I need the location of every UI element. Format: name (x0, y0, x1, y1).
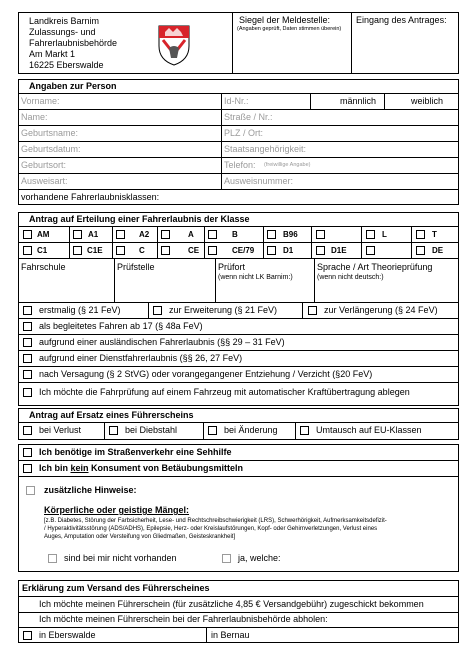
abholen-checkbox[interactable] (23, 616, 32, 625)
sprache-field[interactable]: Sprache / Art Theorieprüfung (317, 262, 433, 272)
eberswalde-checkbox[interactable] (23, 631, 32, 640)
maennlich-option[interactable]: männlich (340, 96, 377, 106)
geburtsname-field[interactable]: Geburtsname: (21, 128, 79, 138)
class-checkbox[interactable] (23, 230, 32, 239)
class-checkbox[interactable] (416, 230, 425, 239)
pruefort-field[interactable]: Prüfort (218, 262, 246, 272)
class-checkbox[interactable] (161, 230, 170, 239)
sehhilfe-checkbox[interactable] (23, 448, 32, 457)
class-checkbox[interactable] (23, 246, 32, 255)
erstmalig-label: erstmalig (§ 21 FeV) (39, 305, 121, 315)
coat-of-arms-icon (157, 24, 191, 66)
konsum-label: Ich bin kein Konsument von Betäubungsmitteln (39, 463, 244, 473)
siegel-title: Siegel der Meldestelle: (239, 15, 331, 25)
option-label: als begleitetes Fahren ab 17 (§ 48a FeV) (39, 321, 203, 331)
option-checkbox[interactable] (23, 338, 32, 347)
aenderung-checkbox[interactable] (208, 426, 217, 435)
person-title: Angaben zur Person (29, 81, 117, 91)
nicht-vorhanden-checkbox[interactable] (48, 554, 57, 563)
class-label: C (139, 246, 145, 255)
class-checkbox[interactable] (316, 246, 325, 255)
address-line: Am Markt 1 (29, 49, 76, 59)
abholen-label: Ich möchte meinen Führerschein bei der Fahrerlaubnisbehörde abholen: (39, 614, 328, 624)
pruefort-note: (wenn nicht LK Barnim:) (218, 274, 293, 281)
class-checkbox[interactable] (116, 246, 125, 255)
weiblich-option[interactable]: weiblich (411, 96, 444, 106)
header-divider-1 (232, 12, 233, 74)
option-label: Ich möchte die Fahrprüfung auf einem Fahrzeug mit automatischer Kraftübertragung ablegen (39, 387, 410, 397)
name-field[interactable]: Name: (21, 112, 48, 122)
class-checkbox[interactable] (208, 230, 217, 239)
telefon-field[interactable]: Telefon: (224, 160, 256, 170)
class-label: D1 (283, 246, 294, 255)
class-label: T (432, 230, 437, 239)
zusaetzliche-label[interactable]: zusätzliche Hinweise: (44, 485, 137, 495)
class-checkbox[interactable] (316, 230, 325, 239)
address-line: 16225 Eberswalde (29, 60, 104, 70)
verlaengerung-label: zur Verlängerung (§ 24 FeV) (324, 305, 438, 315)
class-label: A2 (139, 230, 150, 239)
address-line: Zulassungs- und (29, 27, 96, 37)
option-label: nach Versagung (§ 2 StVG) oder vorangegangener Entziehung / Verzicht (§20 FeV) (39, 369, 373, 379)
geburtsdatum-field[interactable]: Geburtsdatum: (21, 144, 81, 154)
zuschicken-checkbox[interactable] (23, 600, 32, 609)
diebstahl-label: bei Diebstahl (125, 425, 178, 435)
class-checkbox[interactable] (208, 246, 217, 255)
verlaengerung-checkbox[interactable] (308, 306, 317, 315)
maengel-text: [z.B. Diabetes, Störung der Farbsicherheit, Lese- und Rechtschreibschwierigkeit (LRS), Schwerhörigkeit, Aufmerksamkeitsdefizit- (44, 518, 387, 524)
class-label: CE/79 (232, 246, 255, 255)
class-label: A (188, 230, 194, 239)
class-checkbox[interactable] (366, 246, 375, 255)
maengel-text: Auges, Amputation oder Versteifung von Gliedmaßen, Geisteskrankheit] (44, 534, 236, 540)
bernau-label: in Bernau (211, 630, 250, 640)
class-label: B (232, 230, 238, 239)
aenderung-label: bei Änderung (224, 425, 278, 435)
class-checkbox[interactable] (366, 230, 375, 239)
class-checkbox[interactable] (416, 246, 425, 255)
diebstahl-checkbox[interactable] (109, 426, 118, 435)
class-label: DE (432, 246, 444, 255)
verlust-label: bei Verlust (39, 425, 82, 435)
plz-field[interactable]: PLZ / Ort: (224, 128, 264, 138)
fahrschule-field[interactable]: Fahrschule (21, 262, 66, 272)
header-divider-2 (351, 12, 352, 74)
nicht-vorhanden-label: sind bei mir nicht vorhanden (64, 553, 177, 563)
verlust-checkbox[interactable] (23, 426, 32, 435)
staatsangehoerigkeit-field[interactable]: Staatsangehörigkeit: (224, 144, 307, 154)
zuschicken-label: Ich möchte meinen Führerschein (für zusätzliche 4,85 € Versandgebühr) zugeschickt bekommen (39, 599, 424, 609)
telefon-note: (freiwillige Angabe) (264, 162, 311, 168)
erstmalig-checkbox[interactable] (23, 306, 32, 315)
versand-title: Erklärung zum Versand des Führerscheines (22, 583, 210, 593)
class-label: D1E (331, 246, 347, 255)
erweiterung-label: zur Erweiterung (§ 21 FeV) (169, 305, 278, 315)
strasse-field[interactable]: Straße / Nr.: (224, 112, 273, 122)
antrag-title: Antrag auf Erteilung einer Fahrerlaubnis der Klasse (29, 214, 250, 224)
ja-welche-checkbox[interactable] (222, 554, 231, 563)
idnr-field[interactable]: Id-Nr.: (224, 96, 249, 106)
class-label: B96 (283, 230, 298, 239)
zusaetzliche-checkbox[interactable] (26, 486, 35, 495)
class-checkbox[interactable] (267, 246, 276, 255)
vorname-field[interactable]: Vorname: (21, 96, 60, 106)
ja-welche-label[interactable]: ja, welche: (238, 553, 281, 563)
class-label: CE (188, 246, 200, 255)
option-checkbox[interactable] (23, 370, 32, 379)
konsum-checkbox[interactable] (23, 464, 32, 473)
vorhandene-klassen-field[interactable]: vorhandene Fahrerlaubnisklassen: (21, 192, 160, 202)
ausweisart-field[interactable]: Ausweisart: (21, 176, 68, 186)
option-checkbox[interactable] (23, 354, 32, 363)
class-checkbox[interactable] (116, 230, 125, 239)
option-label: aufgrund einer ausländischen Fahrerlaubnis (§§ 29 – 31 FeV) (39, 337, 285, 347)
umtausch-checkbox[interactable] (300, 426, 309, 435)
address-line: Fahrerlaubnisbehörde (29, 38, 118, 48)
option-label: aufgrund einer Dienstfahrerlaubnis (§§ 26, 27 FeV) (39, 353, 243, 363)
class-label: A1 (88, 230, 99, 239)
maengel-title: Körperliche oder geistige Mängel: (44, 505, 190, 515)
option-checkbox[interactable] (23, 322, 32, 331)
class-checkbox[interactable] (161, 246, 170, 255)
eberswalde-label: in Eberswalde (39, 630, 96, 640)
ausweisnummer-field[interactable]: Ausweisnummer: (224, 176, 294, 186)
pruefstelle-field[interactable]: Prüfstelle (117, 262, 155, 272)
option-checkbox[interactable] (23, 388, 32, 397)
class-label: AM (37, 230, 50, 239)
class-checkbox[interactable] (73, 246, 82, 255)
sprache-note: (wenn nicht deutsch:) (317, 274, 384, 281)
siegel-sub: (Angaben geprüft, Daten stimmen überein) (237, 26, 342, 32)
address-line: Landkreis Barnim (29, 16, 100, 26)
umtausch-label: Umtausch auf EU-Klassen (316, 425, 422, 435)
class-label: C1E (87, 246, 103, 255)
geburtsort-field[interactable]: Geburtsort: (21, 160, 67, 170)
erweiterung-checkbox[interactable] (153, 306, 162, 315)
sehhilfe-label: Ich benötige im Straßenverkehr eine Sehhilfe (39, 447, 232, 457)
ersatz-title: Antrag auf Ersatz eines Führerscheins (29, 410, 194, 420)
class-checkbox[interactable] (73, 230, 82, 239)
class-checkbox[interactable] (267, 230, 276, 239)
eingang-label: Eingang des Antrages: (356, 15, 447, 25)
class-label: L (382, 230, 387, 239)
maengel-text: / Hyperaktivitätsstörung (ADS/ADHS), Epilepsie, Herz- oder Kreislaufstörungen, Kopf- oder Gehirnverletzungen, Verlust eines (44, 526, 378, 532)
class-label: C1 (37, 246, 48, 255)
